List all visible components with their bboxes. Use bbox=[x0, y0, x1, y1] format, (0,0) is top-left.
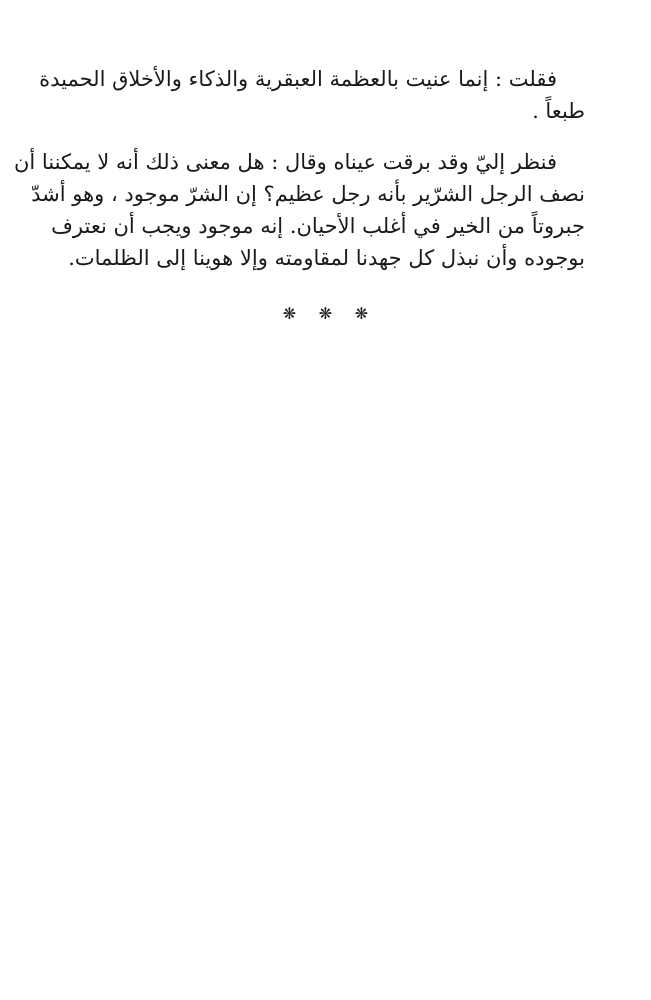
asterism-mark: ❋ bbox=[282, 304, 297, 323]
paragraph-line: فقلت : إنما عنيت بالعظمة العبقرية والذكاء والأخلاق الحميدة bbox=[39, 67, 557, 91]
asterism-mark: ❋ bbox=[318, 304, 333, 323]
paragraph-2 bbox=[14, 146, 585, 274]
paragraph-line: جبروتاً من الخير في أغلب الأحيان. إنه موجود ويجب أن نعترف bbox=[51, 214, 585, 238]
paragraph-line: طبعاً . bbox=[532, 99, 585, 123]
paragraph-line: فنظر إليّ وقد برقت عيناه وقال : هل معنى ذلك أنه لا يمكننا أن bbox=[14, 150, 557, 174]
section-separator bbox=[0, 304, 651, 324]
paragraph-line: بوجوده وأن نبذل كل جهدنا لمقاومته وإلا هوينا إلى الظلمات. bbox=[68, 246, 585, 270]
paragraph-line: نصف الرجل الشرّير بأنه رجل عظيم؟ إن الشرّ موجود ، وهو أشدّ bbox=[31, 182, 585, 206]
paragraph-1 bbox=[39, 63, 585, 127]
asterism-mark: ❋ bbox=[354, 304, 369, 323]
